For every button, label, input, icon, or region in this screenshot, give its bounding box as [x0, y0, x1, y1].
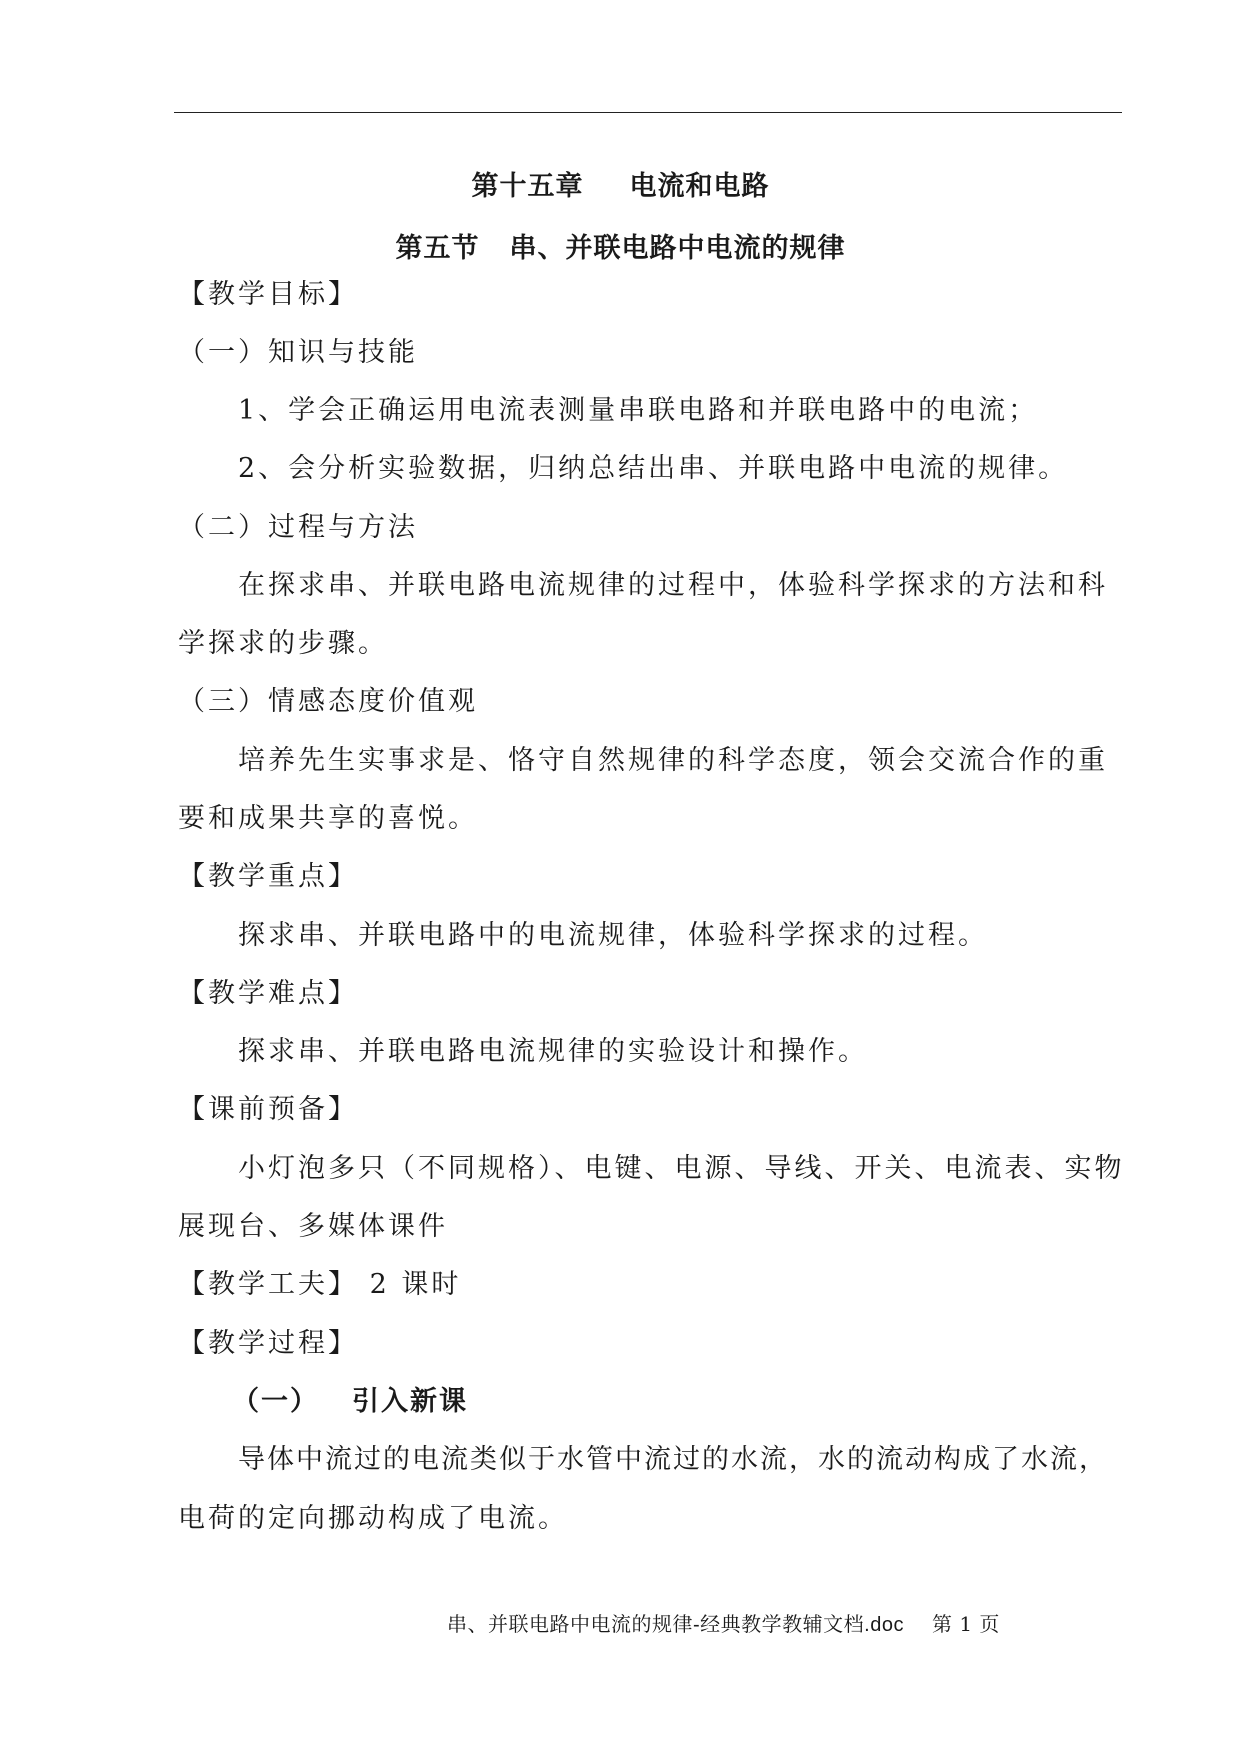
header-rule	[174, 112, 1122, 113]
goal-item-2: 2、会分析实验数据，归纳总结出串、并联电路中电流的规律。	[238, 453, 1069, 484]
footer-filename: 串、并联电路中电流的规律-经典教学教辅文档.doc	[447, 1614, 904, 1636]
paragraph-preparation-line2: 展现台、多媒体课件	[178, 1211, 448, 1242]
subheading-process-method: （二）过程与方法	[178, 512, 418, 543]
subheading-intro-text: 引入新课	[352, 1386, 468, 1417]
heading-preparation: 【课前预备】	[178, 1094, 358, 1125]
paragraph-difficulty: 探求串、并联电路电流规律的实验设计和操作。	[238, 1036, 868, 1067]
section-title	[0, 226, 1241, 265]
chapter-name: 电流和电路	[629, 171, 770, 202]
paragraph-focus: 探求串、并联电路中的电流规律，体验科学探求的过程。	[238, 920, 988, 951]
subheading-intro-number: （一）	[232, 1386, 319, 1417]
paragraph-process-line2: 学探求的步骤。	[178, 628, 388, 659]
heading-teaching-goals: 【教学目标】	[178, 279, 358, 310]
section-name: 串、并联电路中电流的规律	[509, 233, 846, 264]
heading-teaching-time: 【教学工夫】 2 课时	[178, 1269, 462, 1300]
section-number: 第五节	[395, 233, 480, 264]
chapter-title	[0, 164, 1241, 203]
heading-teaching-process: 【教学过程】	[178, 1328, 358, 1359]
paragraph-intro-line2: 电荷的定向挪动构成了电流。	[178, 1503, 568, 1534]
subheading-knowledge-skills: （一）知识与技能	[178, 337, 418, 368]
paragraph-preparation-line1: 小灯泡多只（不同规格）、电键、电源、导线、开关、电流表、实物	[238, 1153, 1125, 1184]
page-footer	[447, 1608, 1000, 1637]
paragraph-process-line1: 在探求串、并联电路电流规律的过程中，体验科学探求的方法和科	[238, 570, 1108, 601]
subheading-emotion-values: （三）情感态度价值观	[178, 686, 478, 717]
paragraph-emotion-line1: 培养先生实事求是、恪守自然规律的科学态度，领会交流合作的重	[238, 745, 1108, 776]
heading-teaching-difficulty: 【教学难点】	[178, 978, 358, 1009]
chapter-number: 第十五章	[471, 171, 584, 202]
paragraph-intro-line1: 导体中流过的电流类似于水管中流过的水流，水的流动构成了水流，	[238, 1444, 1108, 1475]
paragraph-emotion-line2: 要和成果共享的喜悦。	[178, 803, 478, 834]
footer-page-number: 第 1 页	[931, 1612, 1000, 1636]
heading-teaching-focus: 【教学重点】	[178, 861, 358, 892]
goal-item-1: 1、学会正确运用电流表测量串联电路和并联电路中的电流；	[238, 395, 1039, 426]
